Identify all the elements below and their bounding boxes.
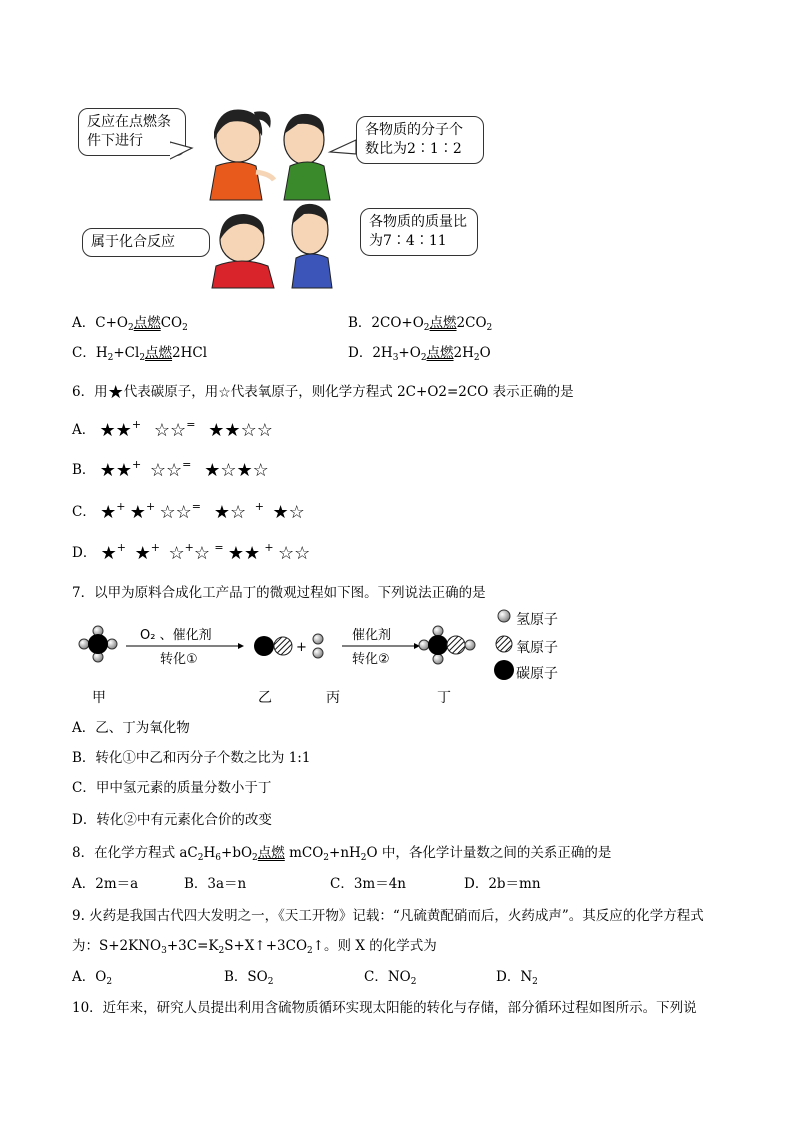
q8-option-a[interactable]: A．2m＝a — [72, 876, 139, 892]
molecule-ding — [419, 626, 475, 664]
q8-option-d[interactable]: D．2b＝mn — [464, 876, 541, 892]
q9-option-b[interactable]: B．$SO_2$ — [224, 969, 274, 987]
arrow2-top-label: 催化剂 — [352, 628, 392, 643]
speech-bubble-condition: 反应在点燃条件下进行 — [78, 108, 186, 156]
arrow1-bottom-label: 转化① — [160, 652, 198, 667]
boy-figure-red — [212, 214, 274, 288]
molecule-jia — [79, 626, 117, 662]
molecule-bing — [313, 634, 323, 658]
label-ding: 丁 — [437, 690, 451, 706]
label-jia: 甲 — [92, 690, 106, 706]
q6-option-b[interactable]: B． ★★+ ☆☆= ★☆★☆ — [72, 458, 269, 481]
oxygen-legend-icon — [496, 636, 512, 652]
q5-option-b[interactable]: B．$2CO+O_2$点燃$2CO_2$ — [348, 315, 493, 333]
q7-option-b[interactable]: B．转化①中乙和丙分子个数之比为 1:1 — [72, 750, 311, 766]
q8-stem: 8．在化学方程式 $aC_2H_6+bO_2$点燃 $mCO_2+nH_2O$ 中，各化学计量数之间的关系正确的是 — [72, 845, 612, 863]
girl-figure — [210, 109, 274, 200]
q6-option-c[interactable]: C． ★+ ★+ ☆☆= ★☆ + ★☆ — [72, 500, 305, 523]
q5-option-a[interactable]: A．$C+O_2$点燃$CO_2$ — [72, 315, 188, 333]
q5-option-c[interactable]: C．$H_2+Cl_2$点燃2HCl — [72, 345, 208, 363]
q10-stem-line1: 10．近年来，研究人员提出利用含硫物质循环实现太阳能的转化与存储，部分循环过程如图所示。下列说 — [72, 1000, 697, 1016]
q6-option-d[interactable]: D． ★+ ★+ ☆+☆ = ★★ + ☆☆ — [72, 541, 311, 564]
q7-option-a[interactable]: A．乙、丁为氧化物 — [72, 720, 190, 736]
label-bing: 丙 — [326, 690, 340, 706]
q7-option-d[interactable]: D．转化②中有元素化合价的改变 — [72, 812, 272, 828]
arrow2-bottom-label: 转化② — [352, 652, 390, 667]
q6-stem: 6．用★代表碳原子，用☆代表氧原子，则化学方程式 2C+O2=2CO 表示正确的是 — [72, 381, 574, 403]
q9-option-d[interactable]: D．$N_2$ — [496, 969, 538, 987]
speech-bubble-molecule-ratio: 各物质的分子个数比为2∶1∶2 — [356, 116, 484, 164]
q7-stem: 7．以甲为原料合成化工产品丁的微观过程如下图。下列说法正确的是 — [72, 585, 486, 601]
speech-bubble-reaction-type: 属于化合反应 — [82, 228, 210, 257]
molecule-yi — [254, 636, 292, 656]
q5-option-d[interactable]: D．$2H_3+O_2$点燃$2H_2O$ — [348, 345, 491, 363]
q8-option-b[interactable]: B．3a＝n — [184, 876, 247, 892]
q6-option-a[interactable]: A． ★★+ ☆☆= ★★☆☆ — [72, 418, 273, 441]
q9-option-a[interactable]: A．$O_2$ — [72, 969, 113, 987]
svg-text:+: + — [296, 640, 307, 655]
oxygen-star-icon: ☆ — [218, 384, 231, 401]
cartoon-figures — [170, 100, 370, 290]
arrow1-top-label: O₂ 、催化剂 — [140, 628, 212, 643]
q8-option-c[interactable]: C．3m＝4n — [330, 876, 407, 892]
q9-stem-line1: 9. 火药是我国古代四大发明之一，《天工开物》记载：“凡硫黄配硝而后，火药成声”。其反应的化学方程式 — [72, 908, 704, 924]
speech-bubble-mass-ratio: 各物质的质量比为7∶4∶11 — [360, 208, 478, 256]
q7-option-c[interactable]: C．甲中氢元素的质量分数小于丁 — [72, 780, 272, 796]
boy-figure-green — [284, 114, 330, 200]
boy-figure-blue — [292, 204, 332, 288]
q9-stem-line2: 为：$S+2KNO_3+3C=K_2S+X↑+3CO_2↑$。则 X 的化学式为 — [72, 938, 437, 956]
hydrogen-legend-icon — [498, 610, 510, 622]
q9-option-c[interactable]: C．$NO_2$ — [364, 969, 417, 987]
carbon-star-icon: ★ — [107, 381, 124, 403]
legend-oxygen-label: 氧原子 — [516, 640, 558, 656]
carbon-legend-icon — [494, 660, 514, 680]
legend-hydrogen-label: 氢原子 — [516, 612, 558, 628]
label-yi: 乙 — [258, 690, 272, 706]
legend-carbon-label: 碳原子 — [516, 666, 558, 682]
